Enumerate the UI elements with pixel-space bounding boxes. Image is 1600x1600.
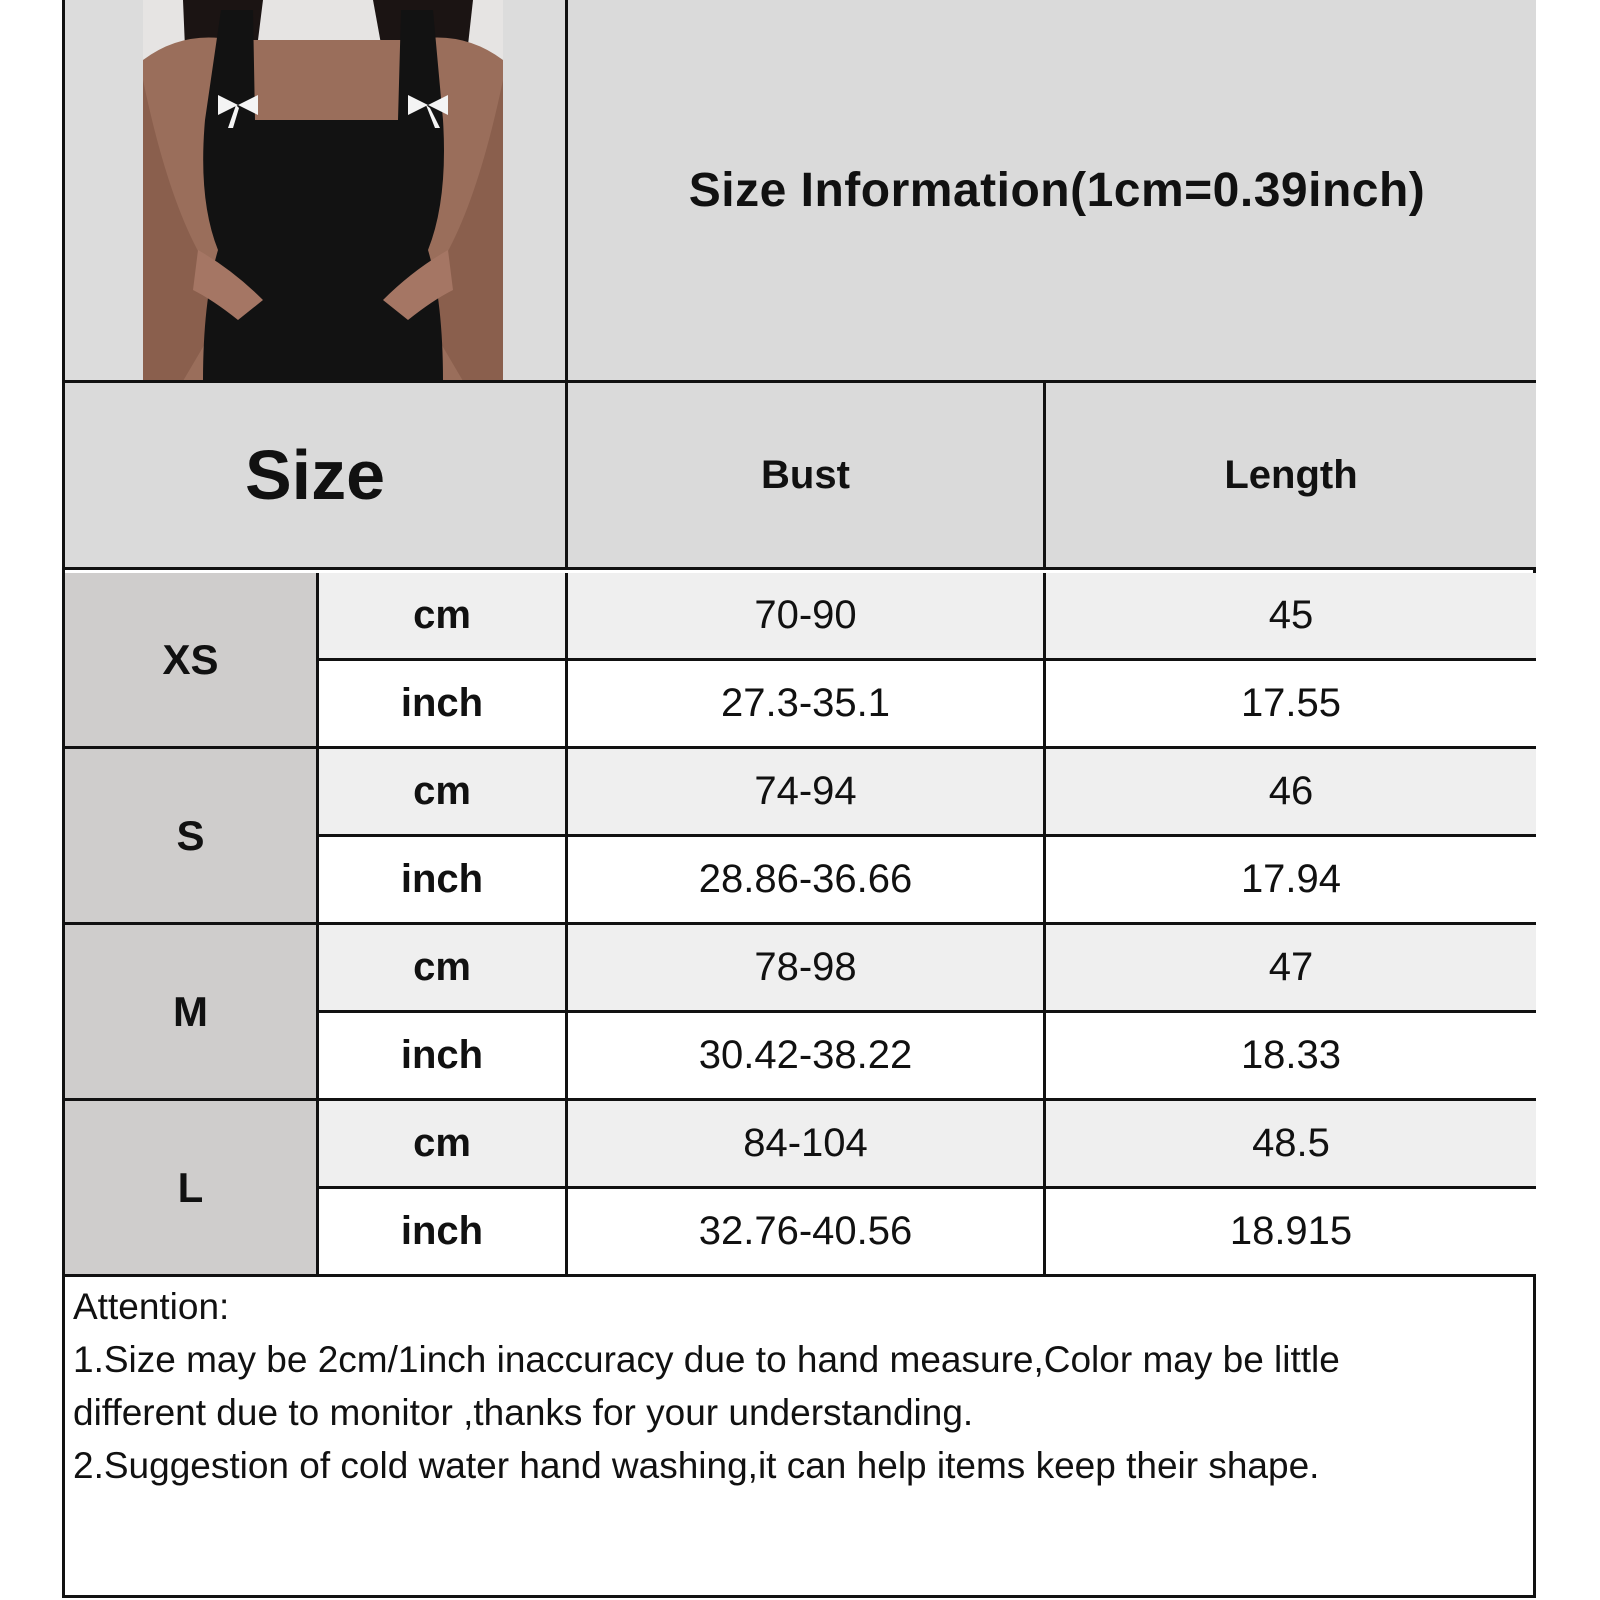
bust-cell: 74-94 [568,749,1046,837]
bust-cell: 32.76-40.56 [568,1189,1046,1277]
size-label-m: M [65,925,319,1101]
column-header-bust: Bust [568,383,1046,570]
length-cell: 18.33 [1046,1013,1536,1101]
length-cell: 17.55 [1046,661,1536,749]
length-cell: 45 [1046,573,1536,661]
tank-top-model-image [143,0,503,381]
unit-cell: cm [319,573,568,661]
attention-line: 2.Suggestion of cold water hand washing,it can help items keep their shape. [73,1445,1320,1486]
length-cell: 47 [1046,925,1536,1013]
column-header-length: Length [1046,383,1536,570]
unit-cell: inch [319,1189,568,1277]
unit-cell: cm [319,1101,568,1189]
length-cell: 17.94 [1046,837,1536,925]
bust-cell: 78-98 [568,925,1046,1013]
bust-cell: 28.86-36.66 [568,837,1046,925]
attention-line: different due to monitor ,thanks for your understanding. [73,1392,974,1433]
size-label-s: S [65,749,319,925]
attention-line: 1.Size may be 2cm/1inch inaccuracy due to hand measure,Color may be little [73,1339,1340,1380]
size-label-l: L [65,1101,319,1277]
column-header-size: Size [65,383,568,570]
attention-notes [73,1280,1523,1492]
unit-cell: cm [319,925,568,1013]
size-chart [62,0,1536,1598]
bust-cell: 30.42-38.22 [568,1013,1046,1101]
attention-heading: Attention: [73,1286,230,1327]
unit-cell: inch [319,1013,568,1101]
bust-cell: 70-90 [568,573,1046,661]
length-cell: 48.5 [1046,1101,1536,1189]
product-photo [65,0,568,383]
unit-cell: inch [319,837,568,925]
size-info-title: Size Information(1cm=0.39inch) [688,163,1426,217]
unit-cell: inch [319,661,568,749]
length-cell: 46 [1046,749,1536,837]
size-label-xs: XS [65,573,319,749]
unit-cell: cm [319,749,568,837]
bust-cell: 27.3-35.1 [568,661,1046,749]
size-info-header [568,0,1536,383]
length-cell: 18.915 [1046,1189,1536,1277]
bust-cell: 84-104 [568,1101,1046,1189]
